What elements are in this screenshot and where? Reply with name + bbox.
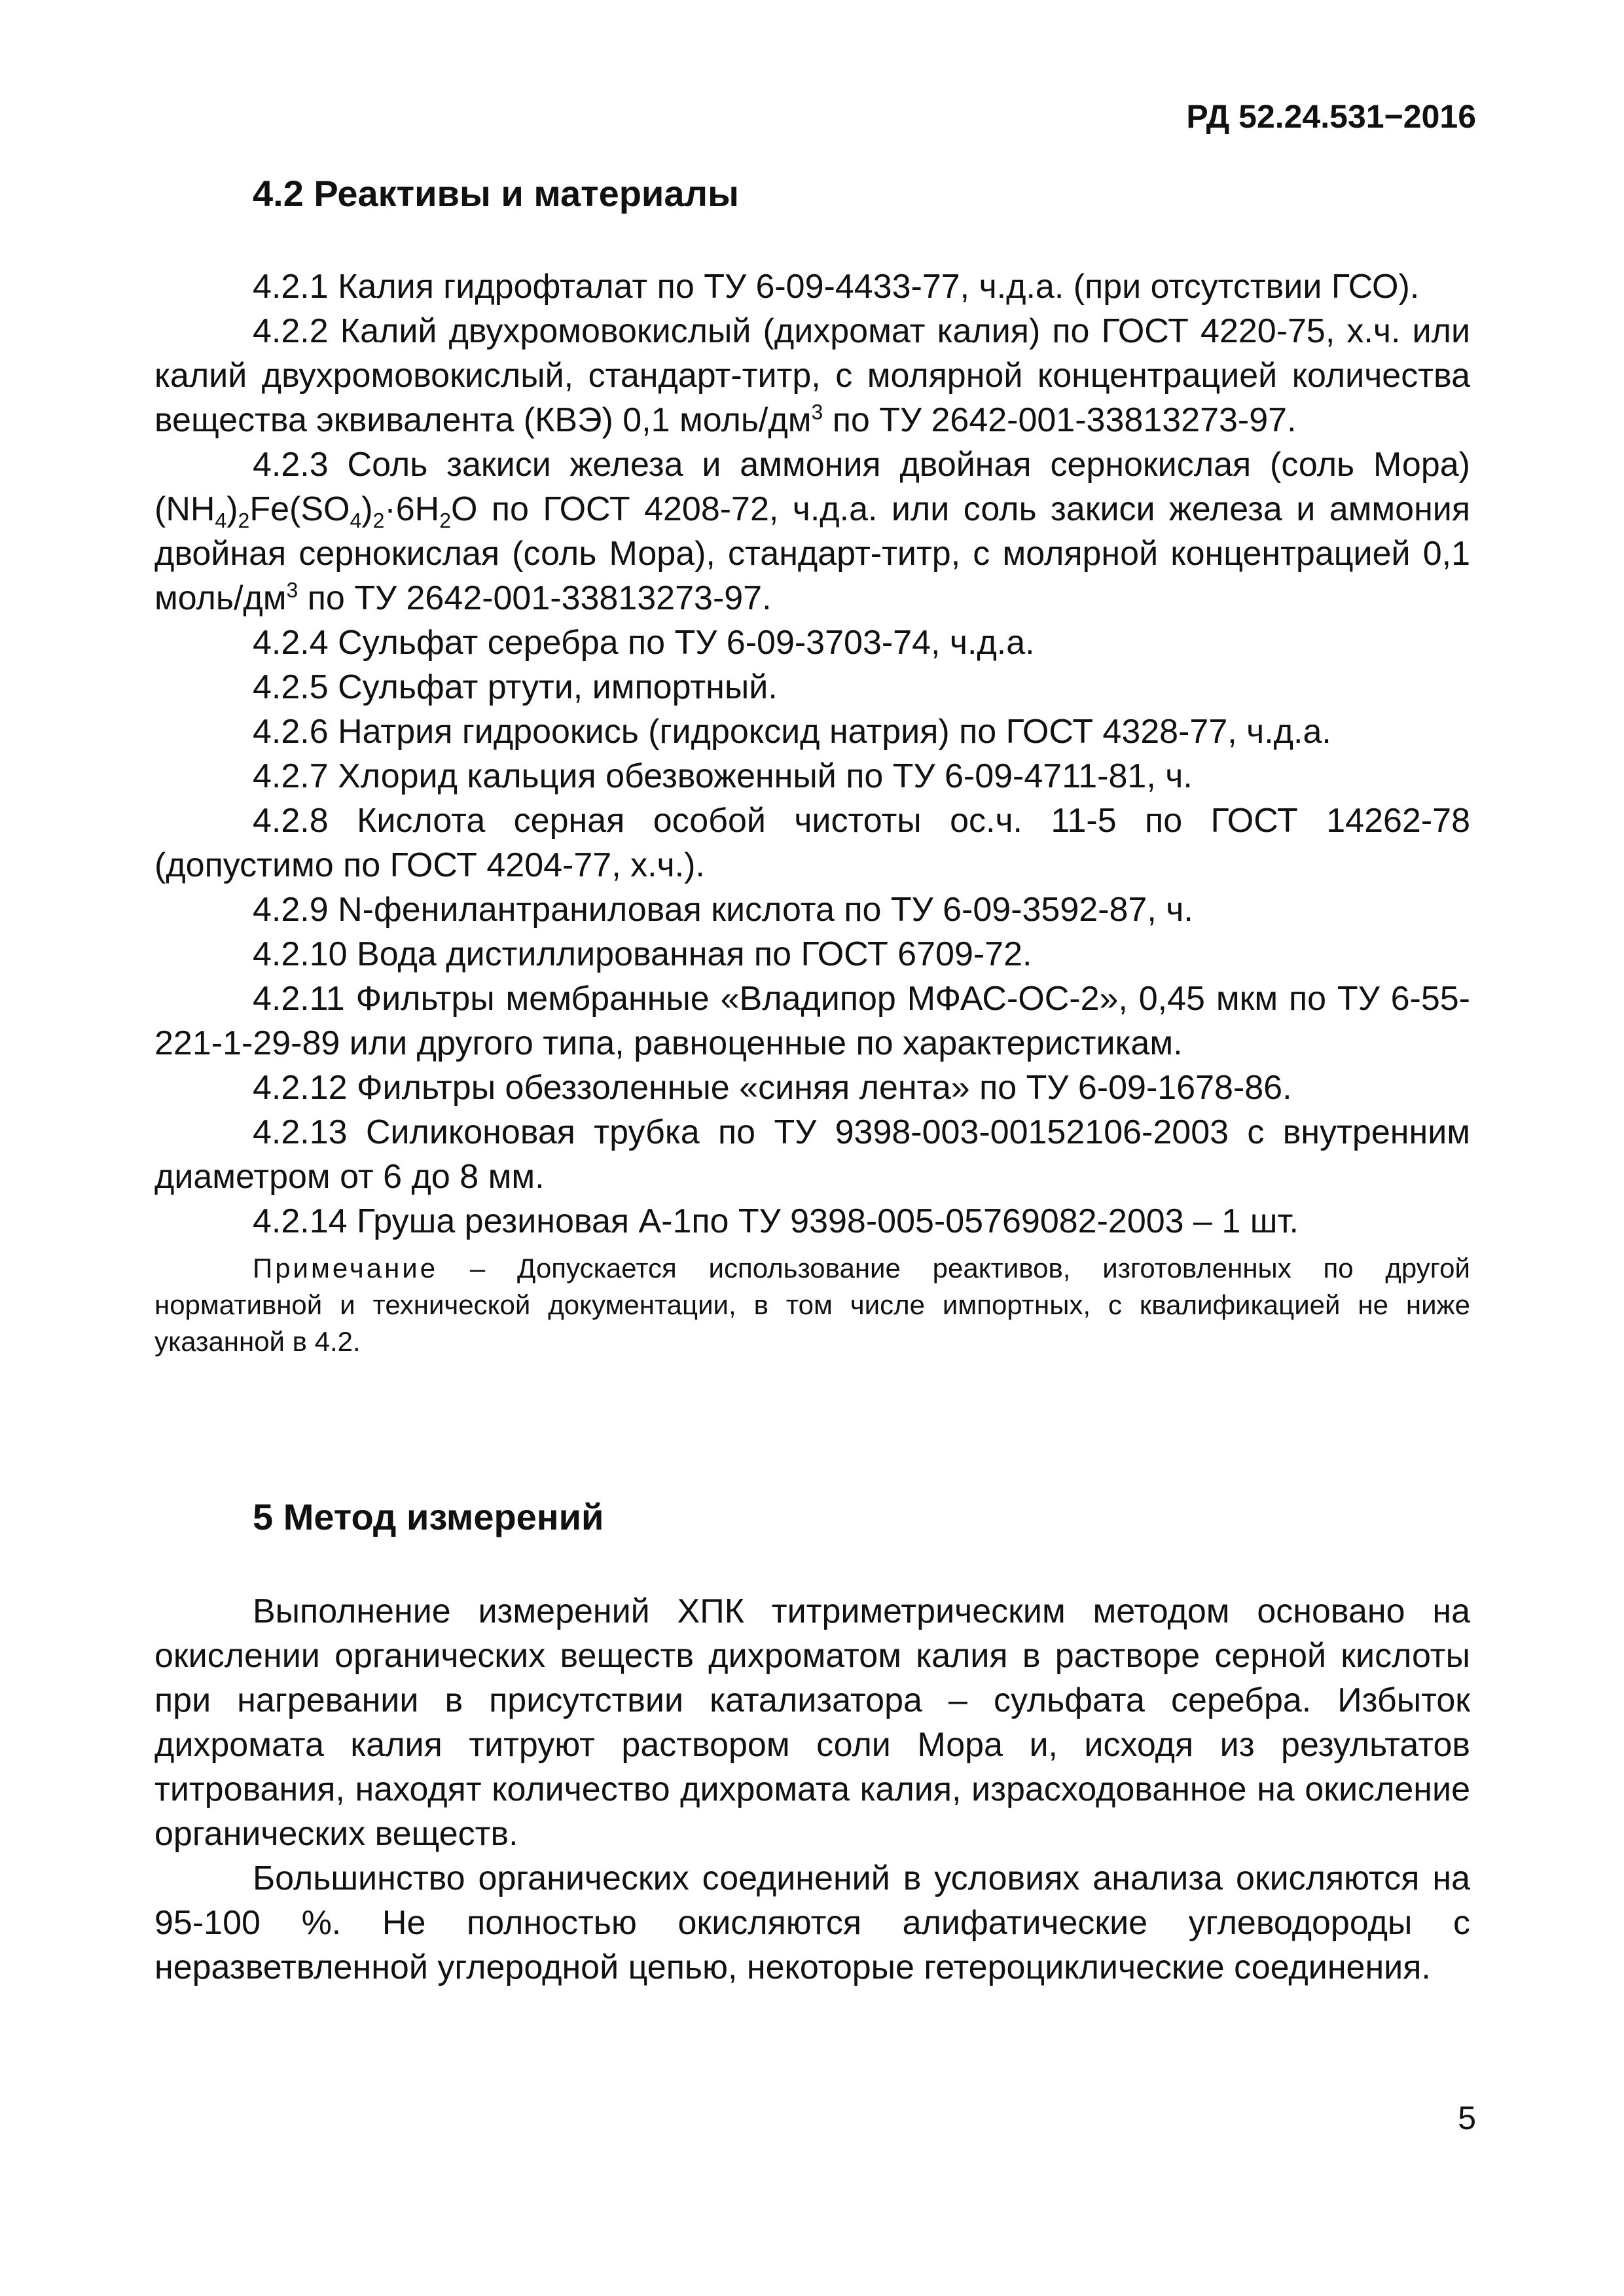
item-4-2-3-text: )	[226, 490, 238, 528]
item-4-2-2-text: 4.2.2 Калий двухромовокислый (дихромат калия) по ГОСТ 4220-75, х.ч. или калий двухромовокислый, стандарт-титр, с молярной концентрацией количества вещества эквивалента (КВЭ) 0,1 моль/дм	[154, 312, 1470, 439]
section-4-2-items	[154, 264, 1470, 1360]
item-4-2-3-text: 4.2.3 Соль закиси железа и аммония двойная сернокислая (соль Мора) (NH	[154, 446, 1470, 528]
item-4-2-10: 4.2.10 Вода дистиллированная по ГОСТ 6709-72.	[253, 935, 1032, 973]
item-4-2-12: 4.2.12 Фильтры обеззоленные «синяя лента» по ТУ 6-09-1678-86.	[253, 1069, 1292, 1107]
item-4-2-3-text: Fe(SO	[249, 490, 350, 528]
item-4-2-3-sup: 3	[286, 578, 298, 602]
note-label: Примечание	[253, 1253, 439, 1283]
section-5-body	[154, 1589, 1470, 1990]
section-4-2-title: 4.2 Реактивы и материалы	[253, 173, 739, 214]
item-4-2-2-sup: 3	[811, 400, 823, 424]
item-4-2-3-sub: 2	[372, 509, 385, 533]
item-4-2-3-text: ·6H	[384, 490, 440, 528]
note-text: – Допускается использование реактивов, изготовленных по другой нормативной и технической документации, в том числе импортных, с квалификацией не ниже указанной в 4.2.	[154, 1253, 1470, 1357]
section-5-paragraph-2: Большинство органических соединений в условиях анализа окисляются на 95-100 %. Не полностью окисляются алифатические углеводороды с неразветвленной углеродной цепью, некоторые гетероциклические соединения.	[154, 1859, 1470, 1986]
page-number: 5	[1458, 2100, 1476, 2136]
item-4-2-9: 4.2.9 N-фенилантраниловая кислота по ТУ 6-09-3592-87, ч.	[253, 891, 1193, 929]
section-4-2	[154, 171, 1470, 216]
item-4-2-3-sub: 4	[215, 509, 227, 533]
section-5-paragraph-1: Выполнение измерений ХПК титриметрическим методом основано на окислении органических веществ дихроматом калия в растворе серной кислоты при нагревании в присутствии катализатора – сульфата серебра. Избыток дихромата калия титруют раствором соли Мора и, исходя из результатов титрования, находят количество дихромата калия, израсходованное на окисление органических веществ.	[154, 1592, 1470, 1853]
item-4-2-13: 4.2.13 Силиконовая трубка по ТУ 9398-003-00152106-2003 с внутренним диаметром от 6 до 8 мм.	[154, 1113, 1470, 1196]
item-4-2-3-sub: 4	[350, 509, 362, 533]
item-4-2-3-sub: 2	[439, 509, 451, 533]
item-4-2-14: 4.2.14 Груша резиновая А-1по ТУ 9398-005-05769082-2003 – 1 шт.	[253, 1202, 1299, 1240]
note-4-2	[154, 1250, 1470, 1360]
item-4-2-1: 4.2.1 Калия гидрофталат по ТУ 6-09-4433-77, ч.д.а. (при отсутствии ГСО).	[253, 268, 1420, 306]
item-4-2-8: 4.2.8 Кислота серная особой чистоты ос.ч. 11-5 по ГОСТ 14262-78 (допустимо по ГОСТ 4204-77, х.ч.).	[154, 802, 1470, 884]
item-4-2-2-text-end: по ТУ 2642-001-33813273-97.	[823, 401, 1297, 439]
item-4-2-3-text-end: по ТУ 2642-001-33813273-97.	[298, 579, 772, 617]
item-4-2-5: 4.2.5 Сульфат ртути, импортный.	[253, 668, 778, 706]
item-4-2-6: 4.2.6 Натрия гидроокись (гидроксид натрия) по ГОСТ 4328-77, ч.д.а.	[253, 713, 1331, 751]
item-4-2-3-text: )	[361, 490, 373, 528]
item-4-2-3-sub: 2	[238, 509, 250, 533]
item-4-2-11: 4.2.11 Фильтры мембранные «Владипор МФАС-ОС-2», 0,45 мкм по ТУ 6-55-221-1-29-89 или другого типа, равноценные по характеристикам.	[154, 980, 1470, 1062]
item-4-2-3	[154, 442, 1470, 620]
document-code: РД 52.24.531−2016	[1186, 98, 1476, 135]
item-4-2-4: 4.2.4 Сульфат серебра по ТУ 6-09-3703-74, ч.д.а.	[253, 624, 1035, 662]
item-4-2-2	[154, 309, 1470, 442]
section-5	[154, 1495, 1470, 1539]
item-4-2-3-text: O по ГОСТ 4208-72, ч.д.а. или соль закиси железа и аммония двойная сернокислая (соль Мора), стандарт-титр, с молярной концентрацией 0,1 моль/дм	[154, 490, 1470, 617]
item-4-2-7: 4.2.7 Хлорид кальция обезвоженный по ТУ 6-09-4711-81, ч.	[253, 757, 1193, 795]
section-5-title: 5 Метод измерений	[253, 1496, 604, 1537]
